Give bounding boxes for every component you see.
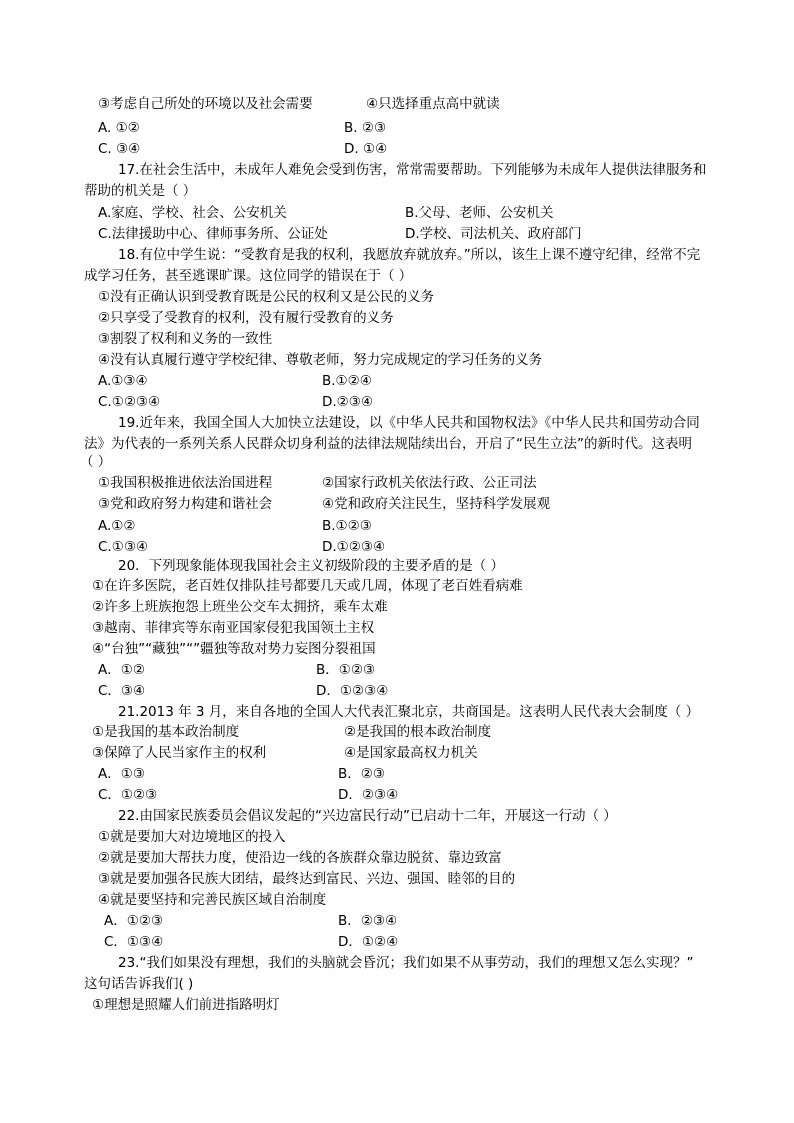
text-line: ②就是要加大帮扶力度，使沿边一线的各族群众靠边脱贫、靠边致富	[98, 850, 502, 866]
text-line: ③就是要加强各民族大团结，最终达到富民、兴边、强国、睦邻的目的	[98, 871, 516, 887]
text-line: ①就是要加大对边境地区的投入	[98, 829, 286, 845]
text-line: 这句话告诉我们( )	[84, 976, 194, 992]
option-c: C．③④	[98, 683, 146, 699]
option-d: D.②③④	[322, 394, 373, 410]
text-line: ③保障了人民当家作主的权利	[92, 745, 267, 761]
option-a: A．①③	[98, 766, 145, 782]
text-line: ④就是要坚持和完善民族区域自治制度	[98, 892, 327, 908]
text-line: ①我国积极推进依法治国进程	[98, 475, 273, 491]
text-line: 成学习任务，甚至逃课旷课。这位同学的错误在于（ ）	[84, 268, 413, 284]
text-line: 法》为代表的一系列关系人民群众切身利益的法律法规陆续出台，开启了“民生立法”的新时代。这表明	[84, 436, 692, 452]
text-line: ④党和政府关注民生，坚持科学发展观	[322, 496, 551, 512]
question-17: 17.在社会生活中，未成年人难免会受到伤害，常常需要帮助。下列能够为未成年人提供法律服务和	[118, 162, 707, 178]
option-a: A.①③④	[98, 373, 148, 389]
text-line: ①在许多医院，老百姓仅排队挂号都要几天或几周，体现了老百姓看病难	[92, 578, 523, 594]
text-line: ②只享受了受教育的权利，没有履行受教育的义务	[98, 310, 394, 326]
text-line: ④“台独”“藏独”“”疆独等敌对势力妄图分裂祖国	[92, 641, 376, 657]
text-line: ④没有认真履行遵守学校纪律、尊敬老师，努力完成规定的学习任务的义务	[98, 352, 543, 368]
option-c: C．①②③	[98, 787, 158, 803]
text-line: ①理想是照耀人们前进指路明灯	[92, 997, 280, 1013]
option-d: D．①②④	[338, 934, 399, 950]
question-21: 21.2013 年 3 月，来自各地的全国人大代表汇聚北京，共商国是。这表明人民代表大会制度（ ）	[118, 704, 700, 720]
option-b: B.①②③	[322, 518, 372, 534]
text-line: ②许多上班族抱怨上班坐公交车太拥挤，乘车太难	[92, 599, 388, 615]
option-c: C.法律援助中心、律师事务所、公证处	[98, 226, 328, 242]
text-line: ②是我国的根本政治制度	[344, 724, 492, 740]
text-line: ③割裂了权利和义务的一致性	[98, 331, 273, 347]
option-d: D．①②③④	[316, 683, 389, 699]
text-line: ①是我国的基本政治制度	[92, 724, 240, 740]
text-line: ①没有正确认识到受教育既是公民的权利又是公民的义务	[98, 289, 435, 305]
option-a: A．①②③	[104, 913, 164, 929]
question-20: 20．下列现象能体现我国社会主义初级阶段的主要矛盾的是（ ）	[118, 558, 504, 574]
question-23: 23.“我们如果没有理想，我们的头脑就会昏沉；我们如果不从事劳动，我们的理想又怎么实现？”	[118, 955, 694, 971]
option-c: C. ③④	[98, 141, 141, 157]
option-b: B．②③④	[338, 913, 398, 929]
option-b: B. ②③	[344, 120, 387, 136]
text-line: ③越南、菲律宾等东南亚国家侵犯我国领土主权	[92, 620, 375, 636]
option-a: A.家庭、学校、社会、公安机关	[98, 205, 287, 221]
question-19: 19.近年来，我国全国人大加快立法建设，以《中华人民共和国物权法》《中华人民共和国劳动合同	[118, 415, 700, 431]
option-b: B．②③	[338, 766, 385, 782]
question-18: 18.有位中学生说：“受教育是我的权利，我愿放弃就放弃。”所以，该生上课不遵守纪律，经常不完	[118, 247, 701, 263]
text-line: ④只选择重点高中就读	[366, 96, 500, 112]
option-d: D.①②③④	[322, 539, 386, 555]
question-22: 22.由国家民族委员会倡议发起的“兴边富民行动”已启动十二年，开展这一行动（ ）	[118, 808, 617, 824]
option-a: A．①②	[98, 662, 145, 678]
option-b: B.父母、老师、公安机关	[405, 205, 554, 221]
text-line: ②国家行政机关依法行政、公正司法	[322, 475, 537, 491]
text-line: （ ）	[80, 454, 112, 470]
option-a: A. ①②	[98, 120, 140, 136]
option-d: D．②③④	[338, 787, 399, 803]
option-d: D.学校、司法机关、政府部门	[405, 226, 582, 242]
text-line: 帮助的机关是（ ）	[84, 183, 197, 199]
option-c: C．①③④	[104, 934, 164, 950]
option-a: A.①②	[98, 518, 136, 534]
option-d: D. ①④	[344, 141, 388, 157]
option-c: C.①③④	[98, 539, 149, 555]
text-line: ④是国家最高权力机关	[344, 745, 478, 761]
text-line: ③党和政府努力构建和谐社会	[98, 496, 273, 512]
option-b: B.①②④	[322, 373, 372, 389]
text-line: ③考虑自己所处的环境以及社会需要	[98, 96, 313, 112]
option-b: B．①②③	[316, 662, 376, 678]
option-c: C.①②③④	[98, 394, 161, 410]
